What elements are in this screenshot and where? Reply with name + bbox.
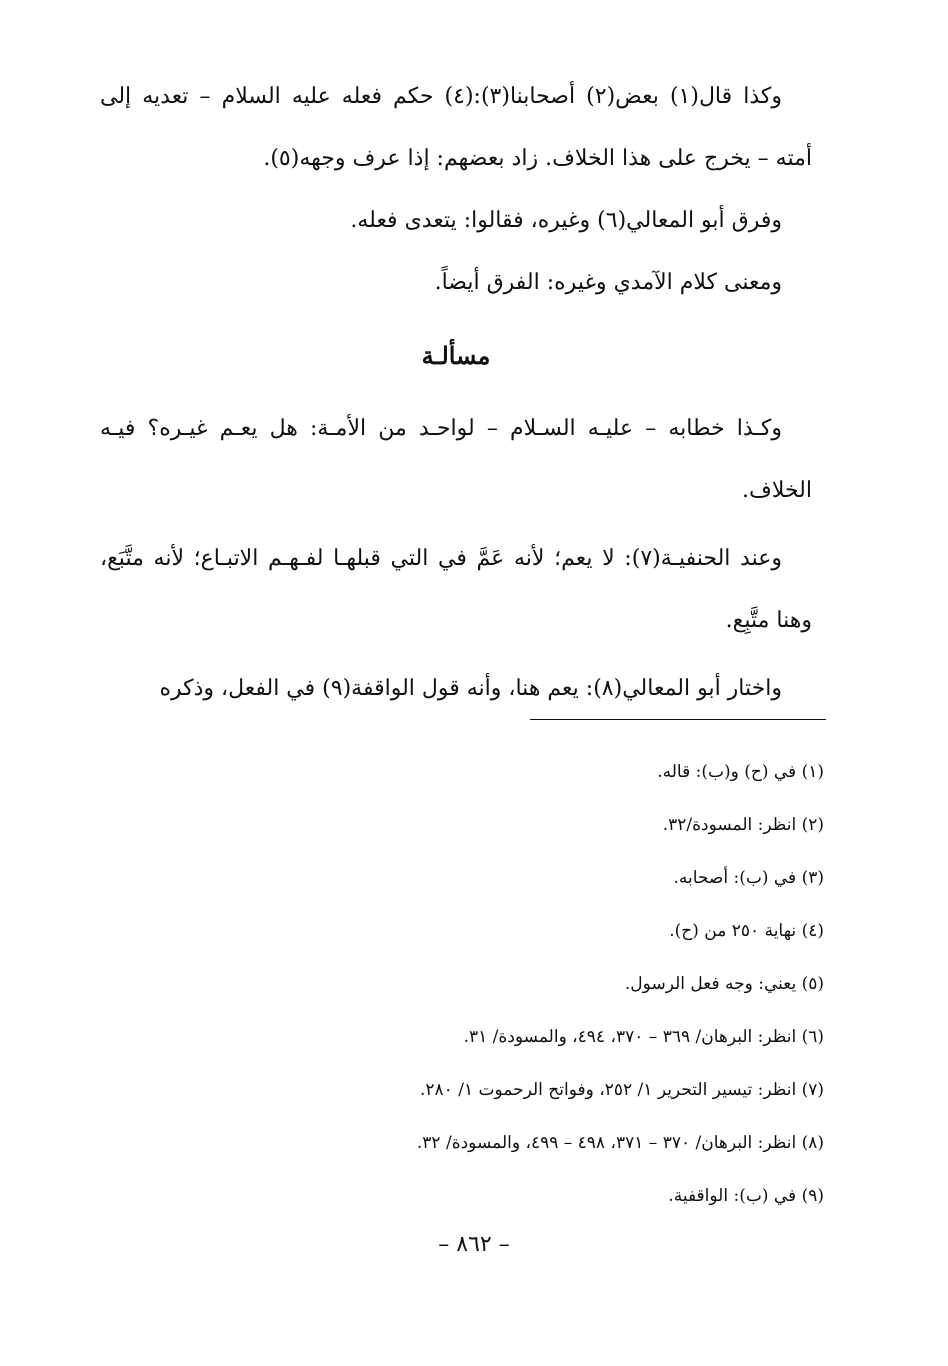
footnote-6: (٦) انظر: البرهان/ ٣٦٩ – ٣٧٠، ٤٩٤، والمسودة/ ٣١. [463,1027,824,1047]
footnotes [300,746,824,1223]
footnote-1: (١) في (ح) و(ب): قاله. [657,762,824,782]
paragraph-5: وعند الحنفيـة(٧): لا يعم؛ لأنه عَمَّ في التي قبلهـا لفـهـم الاتبـاع؛ لأنه متَّبَع، وهنا متَّبِع. [100,546,812,633]
main-text [100,66,812,720]
paragraph-1: وكذا قال(١) بعض(٢) أصحابنا(٣):(٤) حكم فعله عليه السلام – تعديه إلى أمته – يخرج على هذا الخلاف. زاد بعضهم: إذا عرف وجهه(٥). [100,84,812,171]
paragraph-3: ومعنى كلام الآمدي وغيره: الفرق أيضاً. [434,270,782,295]
paragraph-2: وفرق أبو المعالي(٦) وغيره، فقالوا: يتعدى فعله. [350,208,782,233]
footnote-2: (٢) انظر: المسودة/٣٢. [662,815,824,835]
section-heading: مسألـة [421,341,491,370]
footnote-4: (٤) نهاية ٢٥٠ من (ح). [669,921,824,941]
footnote-9: (٩) في (ب): الواقفية. [668,1186,824,1206]
footnote-7: (٧) انظر: تيسير التحرير ١/ ٢٥٢، وفواتح الرحموت ١/ ٢٨٠. [419,1080,824,1100]
footnote-5: (٥) يعني: وجه فعل الرسول. [624,974,824,994]
paragraph-4: وكـذا خطابه – عليـه السـلام – لواحـد من الأمـة: هل يعـم غيـره؟ فيـه الخلاف. [100,416,812,503]
footnote-3: (٣) في (ب): أصحابه. [673,868,824,888]
page-number: – ٨٦٢ – [438,1232,510,1257]
footnote-8: (٨) انظر: البرهان/ ٣٧٠ – ٣٧١، ٤٩٨ – ٤٩٩، والمسودة/ ٣٢. [416,1133,824,1153]
paragraph-6: واختار أبو المعالي(٨): يعم هنا، وأنه قول الواقفة(٩) في الفعل، وذكره [159,676,782,701]
footnote-separator [530,719,826,720]
